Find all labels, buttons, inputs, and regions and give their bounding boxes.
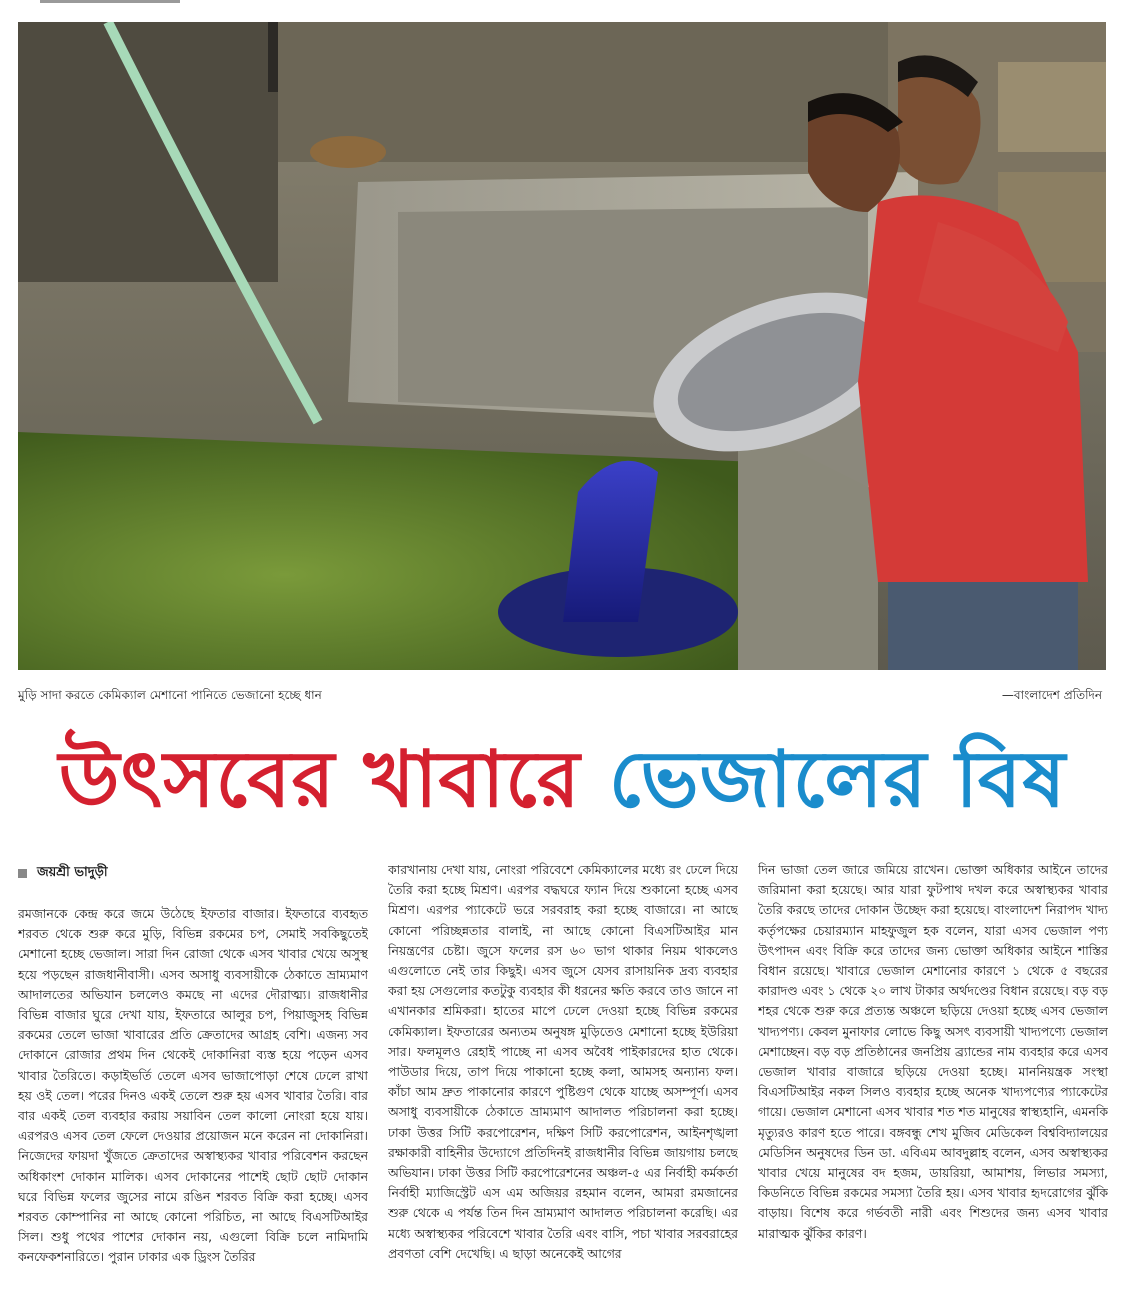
article-text: রমজানকে কেন্দ্র করে জমে উঠেছে ইফতার বাজার। ইফতারে ব্যবহৃত শরবত থেকে শুরু করে মুড়ি, বিভিন্ন রকমের চপ, সেমাই সবকিছুতেই মেশানো হচ্ছে ভেজাল। সারা দিন রোজা থেকে এসব খাবার খেয়ে অসুস্থ হয়ে পড়ছেন রাজধানীবাসী। এসব অসাধু ব্যবসায়ীকে ঠেকাতে ভ্রাম্যমাণ আদালতের অভিযান চললেও কমছে না এদের দৌরাত্ম্য। রাজধানীর বিভিন্ন বাজার ঘুরে দেখা যায়, ইফতারে আলুর চপ, পিয়াজুসহ বিভিন্ন রকমের তেলে ভাজা খাবারের প্রতি ক্রেতাদের আগ্রহ বেশি। এজন্য সব দোকানে রোজার প্রথম দিন থেকেই দোকানিরা ব্যস্ত হয়ে পড়েন এসব খাবার তৈরিতে। কড়াইভর্তি তেলে এসব ভাজাপোড়া শেষে ঢেলে রাখা হয় ওই তেল। পরের দিনও একই তেলে শুরু হয় এসব খাবার তৈরি। বার বার একই তেল ব্যবহার করায় সয়াবিন তেল কালো নোংরা হয়ে যায়। এরপরও এসব তেল ফেলে দেওয়ার প্রয়োজন মনে করেন না দোকানিরা। নিজেদের ফায়দা খুঁজতে ক্রেতাদের অস্বাস্থ্যকর খাবার পরিবেশন করছেন অধিকাংশ দোকান মালিক। এসব দোকানের পাশেই ছোট ছোট দোকান ঘরে বিভিন্ন ফলের জুসের নামে রঙিন শরবত বিক্রি করা হচ্ছে। এসব শরবত কোম্পানির না আছে কোনো পরিচিত, না আছে বিএসটিআইর সিল। শুধু পথের পাশের দোকান নয়, এগুলো বিক্রি চলে নামিদামি কনফেকশনারিতে। পুরান ঢাকার এক ড্রিংস তৈরির	[18, 906, 368, 1265]
byline	[18, 860, 368, 886]
photo-pouring-chemical-water-icon	[18, 22, 1106, 670]
news-photo	[18, 22, 1106, 670]
top-rule	[0, 0, 1125, 4]
article-text: দিন ভাজা তেল জারে জমিয়ে রাখেন। ভোক্তা অধিকার আইনে তাদের জরিমানা করা হয়েছে। আর যারা ফুটপাথ দখল করে অস্বাস্থ্যকর খাবার তৈরি করছে তাদের দোকান উচ্ছেদ করা হয়েছে। বাংলাদেশ নিরাপদ খাদ্য কর্তৃপক্ষের চেয়ারম্যান মাহফুজুল হক বলেন, যারা এসব ভেজাল পণ্য উৎপাদন এবং বিক্রি করে তাদের জন্য ভোক্তা অধিকার আইনে শাস্তির বিধান রয়েছে। খাবারে ভেজাল মেশানোর কারণে ১ থেকে ৫ বছরের কারাদণ্ড এবং ১ থেকে ২০ লাখ টাকার অর্থদণ্ডের বিধান রয়েছে। বড় বড় শহর থেকে শুরু করে প্রত্যন্ত অঞ্চলে ছড়িয়ে দেওয়া হচ্ছে এসব ভেজাল খাদ্যপণ্য। কেবল মুনাফার লোভে কিছু অসৎ ব্যবসায়ী খাদ্যপণ্যে ভেজাল মেশাচ্ছেন। বড় বড় প্রতিষ্ঠানের জনপ্রিয় ব্র্যান্ডের নাম ব্যবহার করে এসব ভেজাল খাবার বাজারে ছড়িয়ে দেওয়া হচ্ছে। মাননিয়ন্ত্রক সংস্থা বিএসটিআইর নকল সিলও ব্যবহার হচ্ছে অনেক খাদ্যপণ্যের প্যাকেটের গায়ে। ভেজাল মেশানো এসব খাবার শত শত মানুষের স্বাস্থ্যহানি, এমনকি মৃত্যুরও কারণ হতে পারে। বঙ্গবন্ধু শেখ মুজিব মেডিকেল বিশ্ববিদ্যালয়ের মেডিসিন অনুষদের ডিন ডা. এবিএম আবদুল্লাহ বলেন, এসব অস্বাস্থ্যকর খাবার খেয়ে মানুষের বদ হজম, ডায়রিয়া, আমাশয়, লিভার সমস্যা, কিডনিতে বিভিন্ন রকমের সমস্যা তৈরি হয়। এসব খাবার হৃদরোগের ঝুঁকি বাড়ায়। বিশেষ করে গর্ভবতী নারী এবং শিশুদের জন্য এসব খাবার মারাত্মক ঝুঁকির কারণ।	[758, 862, 1108, 1241]
article-text: কারখানায় দেখা যায়, নোংরা পরিবেশে কেমিক্যালের মধ্যে রং ঢেলে দিয়ে তৈরি করা হচ্ছে মিশ্রণ। এরপর বদ্ধঘরে ফ্যান দিয়ে শুকানো হচ্ছে এসব মিশ্রণ। এরপর প্যাকেটে ভরে সরবরাহ করা হচ্ছে বাজারে। না আছে কোনো পরিচ্ছন্নতার বালাই, না আছে কোনো বিএসটিআইর মান নিয়ন্ত্রণের চেষ্টা। জুসে ফলের রস ৬০ ভাগ থাকার নিয়ম থাকলেও এগুলোতে নেই তার কিছুই। এসব জুসে যেসব রাসায়নিক দ্রব্য ব্যবহার করা হয় সেগুলোর কতটুকু ব্যবহার কী ধরনের ক্ষতি করবে তাও জানে না এখানকার শ্রমিকরা। হাতের মাপে ঢেলে দেওয়া হচ্ছে বিভিন্ন রকমের কেমিক্যাল। ইফতারের অন্যতম অনুষঙ্গ মুড়িতেও মেশানো হচ্ছে ইউরিয়া সার। ফলমূলও রেহাই পাচ্ছে না এসব অবৈধ পাইকারদের হাত থেকে। পাউডার দিয়ে, তাপ দিয়ে পাকানো হচ্ছে কলা, আমসহ অন্যান্য ফল। কাঁচা আম দ্রুত পাকানোর কারণে পুষ্টিগুণ থেকে যাচ্ছে অসম্পূর্ণ। এসব অসাধু ব্যবসায়ীকে ঠেকাতে ভ্রাম্যমাণ আদালত পরিচালনা করা হচ্ছে। ঢাকা উত্তর সিটি করপোরেশন, দক্ষিণ সিটি করপোরেশন, আইনশৃঙ্খলা রক্ষাকারী বাহিনীর উদ্যোগে প্রতিদিনই রাজধানীর বিভিন্ন জায়গায় চলছে অভিযান। ঢাকা উত্তর সিটি করপোরেশনের অঞ্চল-৫ এর নির্বাহী কর্মকর্তা নির্বাহী ম্যাজিস্ট্রেট এস এম অজিয়র রহমান বলেন, আমরা রমজানের শুরু থেকে এ পর্যন্ত তিন দিন ভ্রাম্যমাণ আদালত পরিচালনা করেছি। এর মধ্যে অস্বাস্থ্যকর পরিবেশে খাবার তৈরি এবং বাসি, পচা খাবার সরবরাহের প্রবণতা বেশি দেখেছি। এ ছাড়া অনেকেই আগের	[388, 862, 738, 1261]
article-body	[18, 860, 1108, 1290]
headline-part-red: উৎসবের খাবারে	[58, 735, 581, 825]
byline-author: জয়শ্রী ভাদুড়ী	[37, 865, 108, 880]
photo-caption-row	[18, 684, 1106, 706]
photo-credit: —বাংলাদেশ প্রতিদিন	[1001, 688, 1102, 702]
headline	[0, 720, 1125, 840]
article-column-2	[388, 860, 738, 1290]
photo-caption: মুড়ি সাদা করতে কেমিক্যাল মেশানো পানিতে ভেজানো হচ্ছে ধান	[18, 688, 322, 702]
byline-bullet-icon	[18, 869, 27, 878]
headline-part-blue: ভেজালের বিষ	[608, 735, 1067, 825]
article-column-1	[18, 860, 368, 1290]
article-column-3	[758, 860, 1108, 1290]
